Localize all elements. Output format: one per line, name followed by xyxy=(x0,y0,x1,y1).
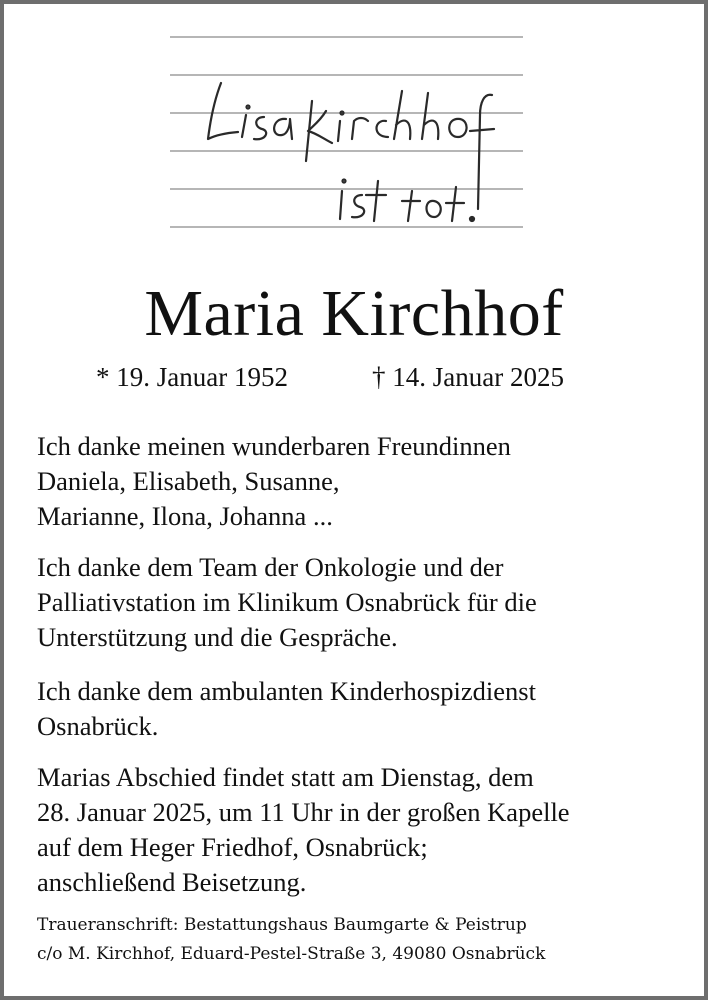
paragraph-line: Daniela, Elisabeth, Susanne, xyxy=(37,466,340,496)
thanks-oncology-paragraph xyxy=(37,550,687,655)
thanks-hospice-paragraph xyxy=(37,674,687,744)
paragraph-line: auf dem Heger Friedhof, Osnabrück; xyxy=(37,832,428,862)
birth-date: * 19. Januar 1952 xyxy=(96,362,288,392)
paragraph-line: Ich danke dem Team der Onkologie und der xyxy=(37,552,504,582)
life-dates xyxy=(4,359,704,395)
address-line: c/o M. Kirchhof, Eduard-Pestel-Straße 3, 49080 Osnabrück xyxy=(37,944,546,964)
paragraph-line: Marias Abschied findet statt am Dienstag, dem xyxy=(37,762,534,792)
handwritten-signature xyxy=(166,31,528,246)
deceased-name: Maria Kirchhof xyxy=(144,277,564,350)
mourning-address xyxy=(37,911,687,969)
paragraph-line: Unterstützung und die Gespräche. xyxy=(37,622,398,652)
paragraph-line: anschließend Beisetzung. xyxy=(37,867,307,897)
farewell-details-paragraph xyxy=(37,760,687,900)
paragraph-line: Ich danke dem ambulanten Kinderhospizdienst xyxy=(37,676,536,706)
paragraph-line: 28. Januar 2025, um 11 Uhr in der großen Kapelle xyxy=(37,797,570,827)
paragraph-line: Palliativstation im Klinikum Osnabrück für die xyxy=(37,587,537,617)
death-date: † 14. Januar 2025 xyxy=(372,362,564,392)
paragraph-line: Ich danke meinen wunderbaren Freundinnen xyxy=(37,431,511,461)
paragraph-line: Osnabrück. xyxy=(37,711,159,741)
address-line: Traueranschrift: Bestattungshaus Baumgarte & Peistrup xyxy=(37,915,527,935)
paragraph-line: Marianne, Ilona, Johanna ... xyxy=(37,501,333,531)
thanks-friends-paragraph xyxy=(37,429,687,534)
